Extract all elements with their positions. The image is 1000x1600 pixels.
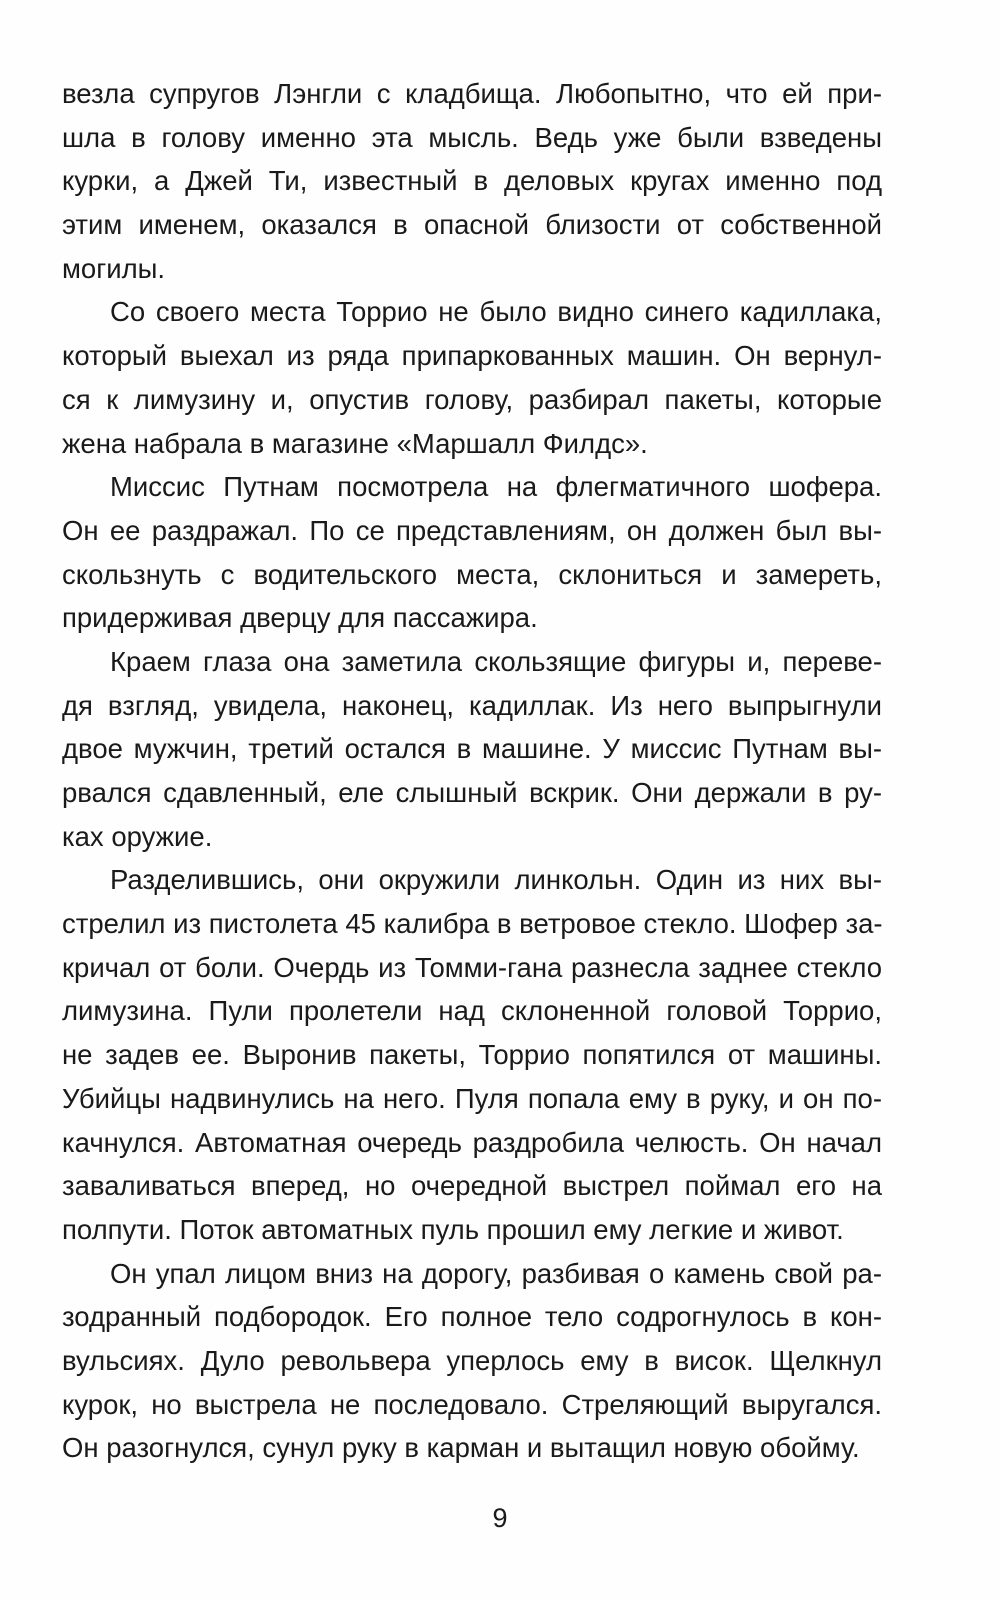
text-line: заваливаться вперед, но очередной выстрел поймал его на	[62, 1170, 882, 1202]
text-line: шла в голову именно эта мысль. Ведь уже были взведены	[62, 121, 882, 153]
text-line: Миссис Путнам посмотрела на флегматичного шофера.	[110, 471, 882, 503]
text-line: Краем глаза она заметила скользящие фигуры и, переве-	[110, 645, 882, 677]
text-line: курок, но выстрела не последовало. Стреляющий выругался.	[62, 1388, 882, 1420]
text-line: Убийцы надвинулись на него. Пуля попала ему в руку, и он по-	[62, 1082, 882, 1114]
paragraph	[62, 465, 882, 640]
text-line: полпути. Поток автоматных пуль прошил ему легкие и живот.	[62, 1213, 844, 1245]
text-line: жена набрала в магазине «Маршалл Филдс».	[62, 427, 648, 459]
text-line: кричал от боли. Очердь из Томми-гана разнесла заднее стекло	[62, 951, 882, 983]
text-line: не задев ее. Выронив пакеты, Торрио попятился от машины.	[62, 1039, 882, 1071]
text-line: ках оружие.	[62, 820, 213, 852]
text-line: вульсиях. Дуло револьвера уперлось ему в висок. Щелкнул	[62, 1344, 882, 1376]
body-text	[62, 72, 882, 1470]
text-line: рвался сдавленный, еле слышный вскрик. Они держали в ру-	[62, 777, 882, 808]
page-number: 9	[492, 1503, 508, 1533]
text-line: который выехал из ряда припаркованных машин. Он вернул-	[62, 340, 882, 372]
text-line: ся к лимузину и, опустив голову, разбирал пакеты, которые	[62, 383, 882, 415]
text-line: двое мужчин, третий остался в машине. У миссис Путнам вы-	[62, 733, 882, 765]
text-line: стрелил из пистолета 45 калибра в ветровое стекло. Шофер за-	[62, 908, 883, 940]
paragraph	[62, 1252, 882, 1470]
text-line: этим именем, оказался в опасной близости от собственной	[62, 209, 882, 241]
text-line: Он ее раздражал. По се представлениям, он должен был вы-	[62, 514, 882, 546]
paragraph	[62, 72, 882, 290]
text-line: могилы.	[62, 252, 166, 284]
text-line: курки, а Джей Ти, известный в деловых кругах именно под	[62, 165, 882, 197]
paragraph	[62, 290, 882, 465]
text-line: Он упал лицом вниз на дорогу, разбивая о камень свой ра-	[110, 1257, 882, 1289]
text-line: скользнуть с водительского места, склониться и замереть,	[62, 558, 882, 590]
text-line: Со своего места Торрио не было видно синего кадиллака,	[110, 296, 882, 328]
text-line: везла супругов Лэнгли с кладбища. Любопытно, что ей при-	[62, 78, 882, 109]
paragraph	[62, 858, 882, 1251]
paragraph	[62, 640, 882, 858]
text-line: лимузина. Пули пролетели над склоненной головой Торрио,	[62, 995, 882, 1027]
text-line: зодранный подбородок. Его полное тело содрогнулось в кон-	[62, 1301, 882, 1333]
text-line: качнулся. Автоматная очередь раздробила челюсть. Он начал	[62, 1126, 882, 1158]
text-line: Он разогнулся, сунул руку в карман и вытащил новую обойму.	[62, 1432, 860, 1464]
text-line: Разделившись, они окружили линкольн. Один из них вы-	[110, 864, 882, 896]
text-line: дя взгляд, увидела, наконец, кадиллак. Из него выпрыгнули	[62, 689, 882, 721]
text-line: придерживая дверцу для пассажира.	[62, 602, 538, 634]
